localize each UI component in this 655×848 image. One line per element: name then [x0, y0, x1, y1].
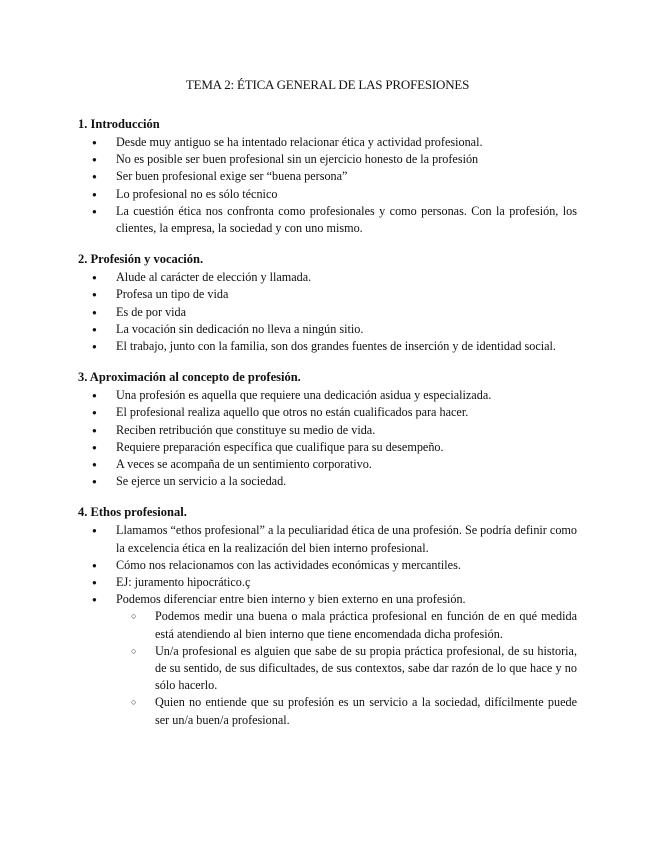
page-title: TEMA 2: ÉTICA GENERAL DE LAS PROFESIONES — [185, 77, 470, 92]
list-item: ● El profesional realiza aquello que otros no están cualificados para hacer. — [78, 404, 577, 421]
list-item: ● No es posible ser buen profesional sin un ejercicio honesto de la profesión — [78, 151, 577, 168]
section-concepto-profesion — [78, 369, 577, 490]
list-item: ● Requiere preparación específica que cualifique para su desempeño. — [78, 439, 577, 456]
list-item: ● A veces se acompaña de un sentimiento corporativo. — [78, 456, 577, 473]
sub-list-item: ○ Un/a profesional es alguien que sabe de su propia práctica profesional, de su historia, de su sentido, de sus dificultades, de sus contextos, sabe dar razón de lo que hace y no sólo hacerlo. — [78, 643, 577, 695]
section-introduccion — [78, 116, 577, 237]
list-item: ● Cómo nos relacionamos con las actividades económicas y mercantiles. — [78, 557, 577, 574]
list-item: ● EJ: juramento hipocrático.ç — [78, 574, 577, 591]
section-heading: 1. Introducción — [78, 117, 160, 131]
section-heading: 2. Profesión y vocación. — [78, 252, 204, 267]
section-profesion-vocacion — [78, 251, 577, 355]
list-item: ● Profesa un tipo de vida — [78, 286, 577, 303]
section-heading: 4. Ethos profesional. — [78, 505, 187, 520]
list-item: ● Lo profesional no es sólo técnico — [78, 186, 577, 203]
list-item: ● Se ejerce un servicio a la sociedad. — [78, 473, 577, 490]
list-item: ● Podemos diferenciar entre bien interno y bien externo en una profesión. — [78, 591, 577, 608]
list-item: ● La vocación sin dedicación no lleva a ningún sitio. — [78, 321, 577, 338]
bullet-list — [78, 387, 577, 490]
list-item: ● Desde muy antiguo se ha intentado relacionar ética y actividad profesional. — [78, 134, 577, 151]
list-item: ● Alude al carácter de elección y llamada. — [78, 269, 577, 286]
list-item: ● La cuestión ética nos confronta como profesionales y como personas. Con la profesión, los clientes, la empresa, la sociedad y con uno mismo. — [78, 203, 577, 237]
bullet-list — [78, 134, 577, 237]
list-item: ● Ser buen profesional exige ser “buena persona” — [78, 168, 577, 185]
list-item: ● Reciben retribución que constituye su medio de vida. — [78, 422, 577, 439]
sub-list-item: ○ Quien no entiende que su profesión es un servicio a la sociedad, difícilmente puede ser un/a buen/a profesional. — [78, 694, 577, 728]
list-item: ● Es de por vida — [78, 304, 577, 321]
list-item: ● Llamamos “ethos profesional” a la peculiaridad ética de una profesión. Se podría definir como la excelencia ética en la realización del bien interno profesional. — [78, 522, 577, 556]
bullet-list — [78, 269, 577, 355]
sub-bullet-list — [78, 608, 577, 728]
section-heading: 3. Aproximación al concepto de profesión. — [78, 370, 301, 385]
list-item: ● El trabajo, junto con la familia, son dos grandes fuentes de inserción y de identidad social. — [78, 338, 577, 355]
bullet-list — [78, 522, 577, 608]
section-ethos-profesional — [78, 504, 577, 728]
sub-list-item: ○ Podemos medir una buena o mala práctica profesional en función de en qué medida está atendiendo al bien interno que tiene encomendada dicha profesión. — [78, 608, 577, 642]
list-item: ● Una profesión es aquella que requiere una dedicación asidua y especializada. — [78, 387, 577, 404]
